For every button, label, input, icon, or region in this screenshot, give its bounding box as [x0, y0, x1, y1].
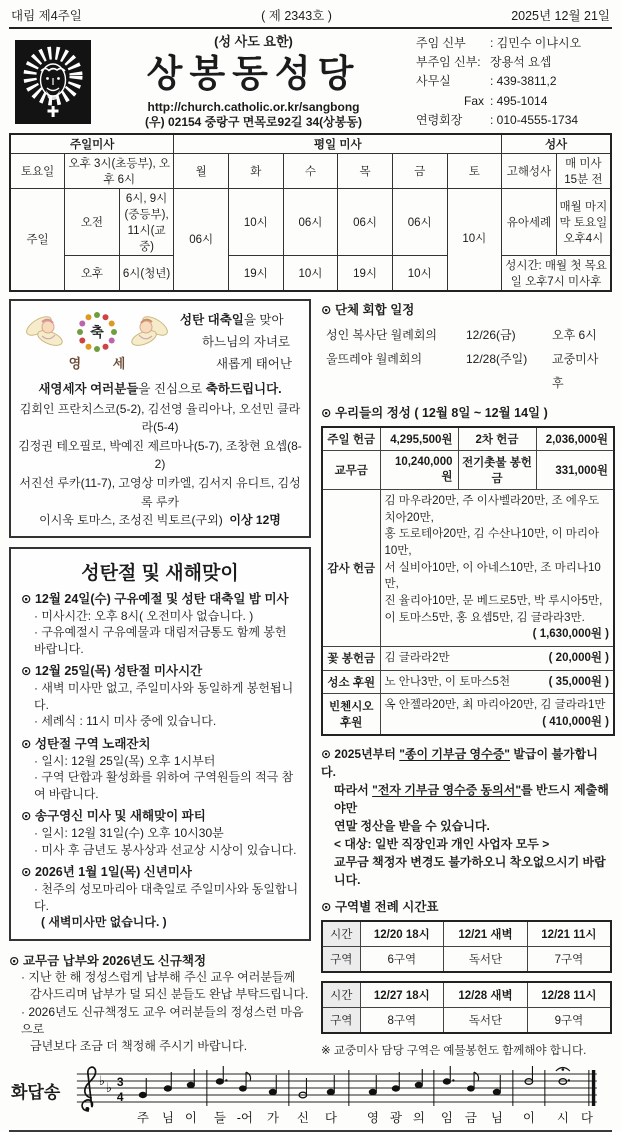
contact-label: 부주임 신부: [416, 55, 481, 70]
intro-line: 새롭게 태어난 [216, 356, 292, 371]
church-identity [91, 34, 416, 130]
left-column [9, 299, 311, 1056]
item-sub: · 새벽 미사만 없고, 주일미사와 동일하게 봉헌됩니다. [34, 681, 294, 712]
infant-baptism-label: 유아세례 [502, 188, 557, 255]
sunday-mass-header: 주일미사 [10, 134, 174, 154]
vocation-donors [380, 670, 614, 694]
notice-text: 연말 정산을 받을 수 있습니다. [334, 818, 490, 833]
item-sub: · 천주의 성모마리아 대축일로 주일미사와 동일합니다. [34, 882, 299, 913]
contact-label: Fax [463, 93, 484, 108]
offering-amount: 331,000원 [536, 450, 614, 489]
svg-text:광: 광 [390, 1110, 403, 1125]
zone-cell: 9구역 [527, 1007, 611, 1033]
svg-text:3: 3 [117, 1074, 124, 1089]
baptism-intro [176, 306, 302, 376]
donor-line: 홍 도로테아20만, 김 수산나10만, 이 마리아10만, [384, 528, 600, 557]
offerings-table [321, 426, 615, 736]
svg-text:-어: -어 [237, 1110, 254, 1125]
table-row [322, 1007, 611, 1033]
offering-label: 교무금 [322, 450, 380, 489]
weekday-mass-header: 평일 미사 [174, 134, 502, 154]
item-head: ⊙ 성탄절 구역 노래잔치 [21, 736, 151, 751]
jesus-emblem-icon [15, 40, 91, 124]
meetings-head: ⊙ 단체 회합 일정 [321, 302, 415, 317]
contact-value: : 439-3811,2 [490, 74, 557, 89]
offering-label: 꽃 봉헌금 [322, 646, 380, 670]
table-row [322, 646, 614, 670]
mon-time: 06시 [174, 188, 229, 291]
saturday-times: 오후 3시(초등부), 오후 6시 [65, 153, 174, 188]
angel-left-icon [22, 310, 72, 354]
contact-value: : 495-1014 [490, 93, 548, 108]
contact-row [416, 92, 612, 111]
table-row [322, 670, 614, 694]
contact-row [416, 72, 612, 91]
svg-text:시: 시 [557, 1110, 570, 1125]
notice-text: 교무금 책정자 변경도 불가하오니 착오없으시기 바랍니다. [334, 854, 606, 887]
liturgy-table-week1 [321, 920, 612, 973]
confession-label: 고해성사 [502, 153, 557, 188]
svg-text:다: 다 [581, 1110, 594, 1125]
contact-row [416, 111, 612, 130]
wed-early: 06시 [283, 188, 338, 255]
time-cell: 12/27 18시 [360, 982, 444, 1008]
day-thu: 목 [338, 153, 393, 188]
table-row [322, 946, 611, 972]
svg-text:들: 들 [214, 1110, 227, 1125]
donor-line: 김 마우라20만, 주 이사벨라20만, 조 에우도치아20만, [384, 494, 600, 524]
music-staff [64, 1064, 612, 1128]
receipt-notice [321, 745, 612, 889]
intro-bold: 성탄 대축일 [180, 312, 244, 327]
svg-text:님: 님 [491, 1110, 504, 1125]
sacrament-header: 성사 [502, 134, 611, 154]
liturgy-table-week2 [321, 981, 612, 1034]
psalm-lyrics [137, 1110, 593, 1125]
zone-cell: 독서단 [444, 946, 528, 972]
time-cell: 12/20 18시 [360, 921, 444, 947]
contact-block [416, 34, 612, 130]
notice-text: 를 반드시 제출해야만 [334, 782, 609, 815]
time-label: 시간 [322, 921, 360, 947]
item-head: ⊙ 송구영신 미사 및 새해맞이 파티 [21, 809, 206, 824]
notice-item [21, 808, 299, 858]
zone-label: 구역 [322, 946, 360, 972]
headline-mid: 을 진심으로 [138, 381, 206, 396]
offering-amount: 4,295,500원 [380, 427, 458, 451]
zone-label: 구역 [322, 1007, 360, 1033]
notice-item [21, 736, 299, 803]
thu-early: 06시 [338, 188, 393, 255]
mass-schedule-table [9, 133, 612, 292]
offering-total: ( 35,000원 ) [548, 675, 609, 688]
thu-late: 19시 [338, 255, 393, 291]
donor-line: 서 실비아10만, 이 아네스10만, 조 마리나10만, [384, 561, 601, 591]
pm-times: 6시(청년) [119, 255, 174, 291]
svg-text:신: 신 [297, 1110, 310, 1125]
confession-value: 매 미사 15분 전 [556, 153, 611, 188]
offerings-head: ⊙ 우리들의 정성 ( 12월 8일 ~ 12월 14일 ) [321, 405, 548, 420]
table-row [322, 694, 614, 735]
church-address: (우) 02154 중랑구 면목로92길 34(상봉동) [145, 114, 362, 129]
dues-line: · 지난 한 해 정성스럽게 납부해 주신 교우 여러분들께 [21, 969, 296, 984]
meeting-row [321, 347, 612, 395]
name-total: 이상 12명 [229, 513, 281, 528]
time-cell: 12/21 11시 [527, 921, 611, 947]
donor-line: 노 안나3만, 이 토마스5천 [384, 675, 511, 688]
svg-text:이: 이 [523, 1110, 536, 1125]
offering-label: 빈첸시오 후원 [322, 694, 380, 735]
angel-right-icon [122, 310, 172, 354]
item-sub: · 일시: 12월 31일(수) 오후 10시30분 [34, 826, 224, 841]
am-times: 6시, 9시(중등부), 11시(교중) [119, 188, 174, 255]
svg-text:이: 이 [185, 1110, 198, 1125]
thanks-donors [380, 489, 614, 646]
time-cell: 12/21 새벽 [444, 921, 528, 947]
contact-value: : 010-4555-1734 [490, 112, 579, 127]
intro-line: 하느님의 자녀로 [202, 334, 290, 349]
svg-text:♭: ♭ [106, 1079, 113, 1095]
notice-text: ⊙ 2025년부터 [321, 746, 400, 761]
zone-cell: 독서단 [444, 1007, 528, 1033]
saturday-label: 토요일 [10, 153, 65, 188]
offering-label: 2차 헌금 [458, 427, 536, 451]
intro-rest: 을 맞아 [243, 312, 284, 327]
svg-text:4: 4 [117, 1089, 124, 1104]
liturgy-schedule-head: ⊙ 구역별 전례 시간표 [321, 899, 439, 914]
issue-date: 2025년 12월 21일 [511, 9, 610, 23]
item-sub: · 미사 후 금년도 봉사상과 선교상 시상이 있습니다. [34, 842, 297, 857]
meeting-name: 성인 복사단 월례회의 [326, 327, 437, 342]
name-line: 김정권 테오필로, 박예진 제르마나(5-7), 조창현 요셉(8-2) [18, 438, 302, 472]
svg-text:의: 의 [413, 1110, 426, 1125]
svg-text:영: 영 [367, 1110, 380, 1125]
offering-label: 성소 후원 [322, 670, 380, 694]
dues-section [9, 951, 311, 1056]
zone-cell: 6구역 [360, 946, 444, 972]
contact-value: : 김민수 이냐시오 [490, 36, 582, 50]
donor-line: 이 토마스5만, 홍 요셉5만, 김 글라라3만. [384, 611, 585, 624]
item-head: ⊙ 12월 24일(수) 구유예절 및 성탄 대축일 밤 미사 [21, 591, 289, 606]
notice-underlined: "전자 기부금 영수증 동의서" [372, 782, 522, 797]
bottom-divider [9, 1130, 612, 1132]
table-row [322, 982, 611, 1008]
meeting-time: 교중미사 후 [552, 351, 599, 390]
fri-early: 06시 [392, 188, 447, 255]
flower-donors [380, 646, 614, 670]
svg-text:♭: ♭ [99, 1072, 106, 1088]
item-sub: · 미사시간: 오후 8시( 오전미사 없습니다. ) [34, 608, 254, 623]
issue-number: ( 제 2343호 ) [261, 9, 332, 23]
name-line: 김회인 프란치스코(5-2), 김선영 율리아나, 오선민 클라라(5-4) [19, 401, 301, 435]
holy-hour: 성시간: 매월 첫 목요일 오후7시 미사후 [502, 255, 611, 291]
item-head: ⊙ 12월 25일(목) 성탄절 미사시간 [21, 664, 203, 679]
offering-amount: 10,240,000원 [380, 450, 458, 489]
item-sub: · 세례식 : 11시 미사 중에 있습니다. [34, 714, 217, 729]
time-label: 시간 [322, 982, 360, 1008]
svg-text:가: 가 [267, 1110, 280, 1125]
wreath-text: 축 [90, 324, 104, 341]
time-cell: 12/28 11시 [527, 982, 611, 1008]
contact-value: 장용석 요셉 [490, 55, 552, 70]
dues-line: 금년보다 조금 더 책정해 주시기 바랍니다. [30, 1039, 248, 1054]
church-url: http://church.catholic.or.kr/sangbong [147, 99, 360, 114]
notice-text: 따라서 [334, 782, 373, 797]
offering-total: ( 1,630,000원 ) [532, 628, 609, 641]
celebration-wreath-icon [74, 309, 120, 355]
dues-line: 감사드리며 납부가 덜 되신 분들도 완납 부탁드립니다. [30, 987, 309, 1002]
svg-text:다: 다 [325, 1110, 338, 1125]
sunday-label: 주일 [10, 188, 65, 291]
baptism-badge: 영 세 [68, 356, 140, 372]
zone-cell: 7구역 [527, 946, 611, 972]
offering-amount: 2,036,000원 [536, 427, 614, 451]
table-row [322, 427, 614, 451]
meeting-date: 12/28(주일) [466, 351, 528, 366]
liturgy-note: ※ 교중미사 담당 구역은 예물봉헌도 함께해야 합니다. [321, 1044, 587, 1057]
meeting-time: 오후 6시 [552, 327, 597, 342]
patron-subtitle: (성 사도 요한) [214, 34, 293, 50]
notice-text: < 대상: 일반 직장인과 개인 사업자 모두 > [334, 836, 550, 851]
day-mon: 월 [174, 153, 229, 188]
tue-early: 10시 [229, 188, 284, 255]
contact-row [416, 53, 612, 72]
liturgical-week: 대림 제4주일 [11, 9, 82, 23]
pm-label: 오후 [65, 255, 120, 291]
bulletin-header [9, 29, 612, 133]
wed-late: 10시 [283, 255, 338, 291]
dues-line: · 2026년도 신규책정도 교우 여러분들의 정성스런 마음으로 [21, 1004, 304, 1036]
item-sub: · 구유예절시 구유예물과 대림저금통도 함께 봉헌 바랍니다. [34, 625, 287, 656]
day-sat: 토 [447, 153, 502, 188]
item-sub: · 일시: 12월 25일(목) 오후 1시부터 [34, 753, 216, 768]
meeting-name: 울뜨레야 월례회의 [326, 351, 423, 366]
contact-row [416, 34, 612, 53]
christmas-newyear-box [9, 547, 311, 941]
meeting-date: 12/26(금) [466, 327, 516, 342]
time-cell: 12/28 새벽 [444, 982, 528, 1008]
notice-item [21, 663, 299, 730]
day-tue: 화 [229, 153, 284, 188]
day-fri: 금 [392, 153, 447, 188]
am-label: 오전 [65, 188, 120, 255]
fri-late: 10시 [392, 255, 447, 291]
notice-text: 발급이 불가합니다. [321, 746, 598, 779]
item-sub: · 구역 단합과 활성화를 위하여 구역원들의 적극 참여 바랍니다. [34, 770, 294, 801]
infant-baptism-value: 매월 마지막 토요일 오후4시 [556, 188, 611, 255]
offering-label: 주일 헌금 [322, 427, 380, 451]
offering-label: 감사 헌금 [322, 489, 380, 646]
church-name: 상봉동성당 [146, 53, 361, 95]
contact-label: 연령회장 [416, 112, 463, 127]
right-column [321, 299, 612, 1058]
masthead-meta [9, 4, 612, 29]
dues-head: ⊙ 교무금 납부와 2026년도 신규책정 [9, 953, 207, 968]
table-row [322, 489, 614, 646]
notice-item [21, 864, 299, 931]
item-sub: ( 새벽미사만 없습니다. ) [41, 915, 167, 930]
headline-bold: 새영세자 여러분들 [38, 381, 139, 396]
contact-label: 주임 신부 [416, 36, 466, 50]
svg-text:임: 임 [441, 1110, 454, 1125]
svg-text:주: 주 [137, 1110, 150, 1125]
day-wed: 수 [283, 153, 338, 188]
name-line: 이시욱 토마스, 조성진 빅토르(구외) [39, 513, 223, 528]
table-row [322, 450, 614, 489]
baptism-name-list [18, 400, 302, 530]
notice-item [21, 591, 299, 658]
christmas-box-title: 성탄절 및 새해맞이 [81, 562, 239, 584]
vincent-donors [380, 694, 614, 735]
zone-cell: 8구역 [360, 1007, 444, 1033]
meeting-row [321, 323, 612, 347]
headline-bold: 축하드립니다. [205, 381, 282, 396]
sat-time: 10시 [447, 188, 502, 291]
psalm-label: 화답송 [11, 1083, 61, 1103]
svg-text:님: 님 [162, 1110, 175, 1125]
baptism-congrats-box [9, 299, 311, 538]
donor-line: 진 율리아10만, 문 베드로5만, 박 루시아5만, [384, 594, 603, 607]
offering-total: ( 20,000원 ) [548, 651, 609, 664]
offering-label: 전기촛불 봉헌금 [458, 450, 536, 489]
responsorial-psalm [9, 1064, 612, 1128]
offering-total: ( 410,000원 ) [542, 716, 609, 728]
svg-text:금: 금 [465, 1110, 478, 1125]
contact-label: 사무실 [416, 74, 451, 89]
baptism-artwork [18, 309, 176, 372]
donor-line: 옥 안젤라20만, 최 마리아20만, 김 글라라1만 [384, 699, 606, 712]
baptism-headline [18, 379, 302, 397]
table-row [322, 921, 611, 947]
notice-underlined: "종이 기부금 영수증" [399, 746, 510, 761]
name-line: 서진선 루카(11-7), 고영상 미카엘, 김서지 유디트, 김성록 루카 [19, 475, 301, 509]
donor-line: 김 글라라2만 [384, 651, 450, 664]
tue-late: 19시 [229, 255, 284, 291]
item-head: ⊙ 2026년 1월 1일(목) 신년미사 [21, 865, 193, 880]
